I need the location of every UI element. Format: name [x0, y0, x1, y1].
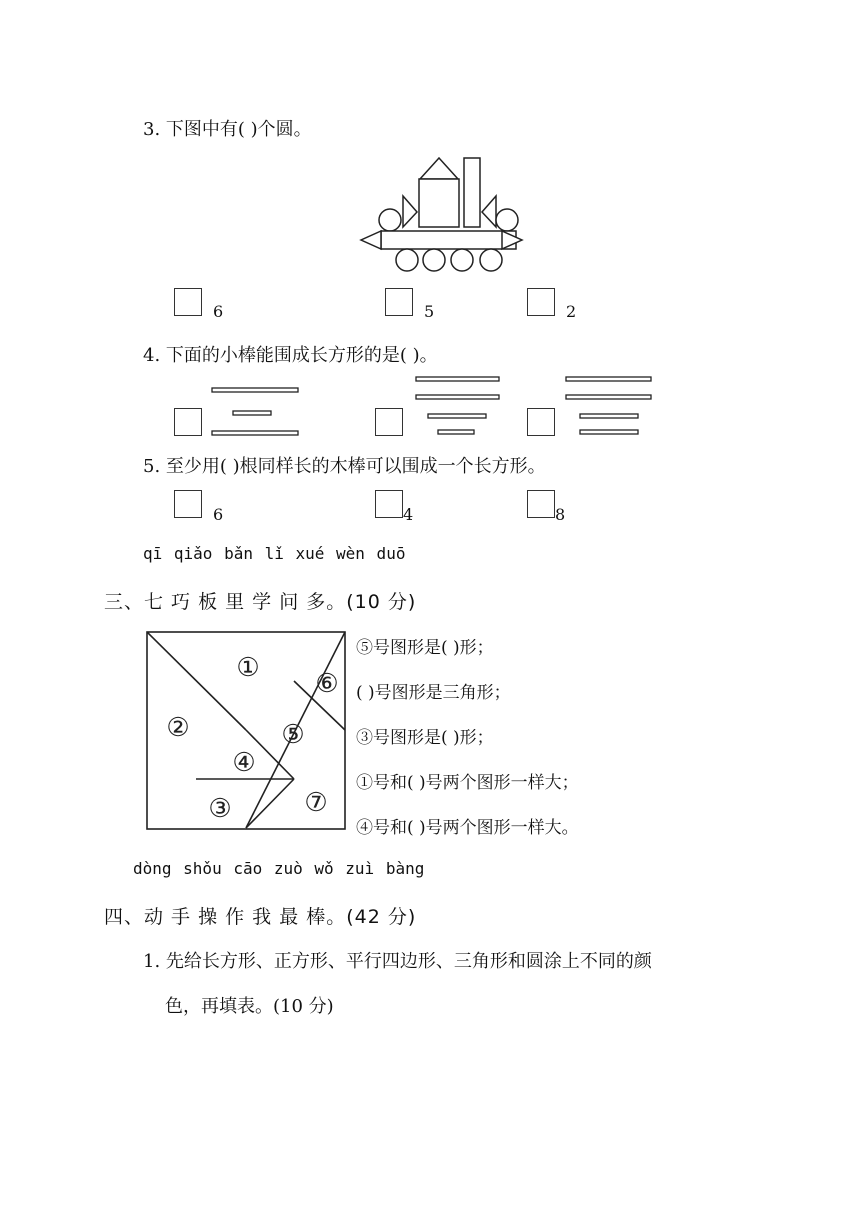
option-label: 8 — [555, 505, 566, 524]
option-box-6[interactable] — [174, 288, 202, 316]
option-box-a[interactable] — [174, 408, 202, 436]
tangram-figure — [146, 631, 346, 831]
option-box-6b[interactable] — [174, 490, 202, 518]
option-label: 6 — [213, 302, 224, 321]
tangram-question-2: ( )号图形是三角形； — [356, 683, 511, 703]
tangram-label-1: ① — [236, 653, 260, 683]
tangram-label-4: ④ — [232, 748, 256, 778]
tangram-label-6: ⑥ — [315, 669, 339, 699]
option-box-c[interactable] — [527, 408, 555, 436]
option-box-4[interactable] — [375, 490, 403, 518]
section-4-pinyin: dòng shǒu cāo zuò wǒ zuì bàng — [133, 859, 425, 878]
question-4-text: 4. 下面的小棒能围成长方形的是( )。 — [143, 345, 438, 366]
question-5-text: 5. 至少用( )根同样长的木棒可以围成一个长方形。 — [143, 456, 546, 477]
option-label: 2 — [566, 302, 577, 321]
option-box-b[interactable] — [375, 408, 403, 436]
tangram-label-7: ⑦ — [304, 788, 328, 818]
tangram-label-3: ③ — [208, 794, 232, 824]
tangram-question-4: ①号和( )号两个图形一样大； — [356, 773, 579, 793]
section-4-question-1-line-1: 1. 先给长方形、正方形、平行四边形、三角形和圆涂上不同的颜 — [143, 951, 652, 972]
section-3-pinyin: qī qiǎo bǎn lǐ xué wèn duō — [143, 544, 406, 563]
section-4-question-1-line-2: 色，再填表。(10 分) — [165, 996, 334, 1017]
tangram-question-1: ⑤号图形是( )形； — [356, 638, 494, 658]
option-box-8[interactable] — [527, 490, 555, 518]
option-box-2[interactable] — [527, 288, 555, 316]
section-4-title: 四、动 手 操 作 我 最 棒。(42 分) — [104, 906, 417, 928]
tangram-question-5: ④号和( )号两个图形一样大。 — [356, 818, 579, 838]
option-label: 6 — [213, 505, 224, 524]
question-3-text: 3. 下图中有( )个圆。 — [143, 119, 312, 140]
section-3-title: 三、七 巧 板 里 学 问 多。(10 分) — [104, 591, 417, 613]
tangram-question-3: ③号图形是( )形； — [356, 728, 494, 748]
sticks-option-a — [208, 382, 308, 442]
sticks-option-b — [410, 373, 510, 435]
option-label: 5 — [424, 302, 435, 321]
sticks-option-c — [560, 373, 660, 435]
tangram-label-5: ⑤ — [281, 720, 305, 750]
shape-figure-boat — [355, 152, 525, 272]
option-label: 4 — [403, 505, 414, 524]
tangram-label-2: ② — [166, 713, 190, 743]
option-box-5[interactable] — [385, 288, 413, 316]
